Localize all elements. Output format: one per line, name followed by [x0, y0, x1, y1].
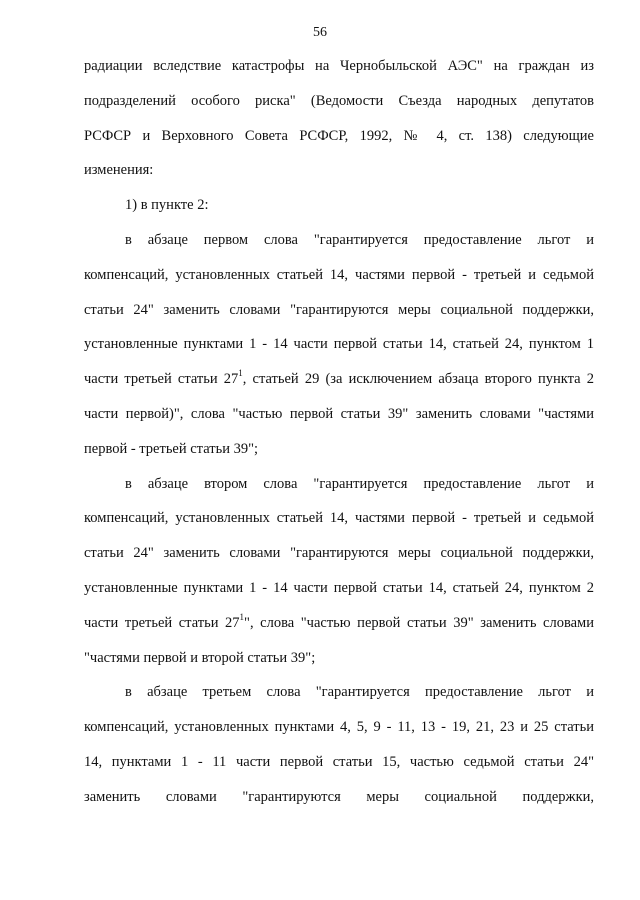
paragraph-first-line: в абзаце втором слова "гарантируется предоставление льгот и — [125, 475, 594, 492]
text-line: 14, пунктами 1 - 11 части первой статьи 15, частью седьмой статьи 24" — [84, 753, 594, 770]
text-line: компенсаций, установленных пунктами 4, 5, 9 - 11, 13 - 19, 21, 23 и 25 статьи — [84, 719, 594, 736]
text-segment: части третьей статьи 27 — [84, 614, 240, 631]
text-line: статьи 24" заменить словами "гарантируются меры социальной поддержки, — [84, 545, 594, 562]
text-line: установленные пунктами 1 - 14 части первой статьи 14, статьей 24, пунктом 2 — [84, 579, 594, 596]
text-line: подразделений особого риска" (Ведомости Съезда народных депутатов — [84, 92, 594, 109]
page-number: 56 — [313, 25, 327, 40]
paragraph-first-line: в абзаце первом слова "гарантируется предоставление льгот и — [125, 231, 594, 248]
text-line-with-superscript — [84, 606, 594, 641]
text-line-with-superscript — [84, 362, 594, 397]
text-line: радиации вследствие катастрофы на Чернобыльской АЭС" на граждан из — [84, 58, 594, 74]
document-body — [84, 49, 594, 815]
text-line: первой - третьей статьи 39"; — [84, 440, 259, 457]
superscript: 1 — [238, 368, 243, 379]
text-line: компенсаций, установленных статьей 14, частями первой - третьей и седьмой — [84, 510, 594, 527]
text-line: заменить словами "гарантируются меры социальной поддержки, — [84, 788, 594, 805]
text-segment: , статьей 29 (за исключением абзаца второго пункта 2 — [242, 371, 595, 388]
text-line: компенсаций, установленных статьей 14, частями первой - третьей и седьмой — [84, 266, 594, 283]
list-item-heading: 1) в пункте 2: — [125, 197, 209, 214]
text-line: статьи 24" заменить словами "гарантируются меры социальной поддержки, — [84, 301, 594, 318]
text-segment: части третьей статьи 27 — [84, 371, 239, 388]
text-segment: ", слова "частью первой статьи 39" заменить словами — [244, 614, 594, 631]
text-line: изменения: — [84, 162, 154, 179]
text-line: части первой)", слова "частью первой статьи 39" заменить словами "частями — [84, 405, 594, 422]
superscript: 1 — [239, 611, 245, 622]
text-line: установленные пунктами 1 - 14 части первой статьи 14, статьей 24, пунктом 1 — [84, 336, 594, 353]
text-line: РСФСР и Верховного Совета РСФСР, 1992, № 4, ст. 138) следующие — [84, 127, 594, 144]
text-line: "частями первой и второй статьи 39"; — [84, 649, 316, 666]
paragraph-first-line: в абзаце третьем слова "гарантируется предоставление льгот и — [125, 684, 594, 701]
